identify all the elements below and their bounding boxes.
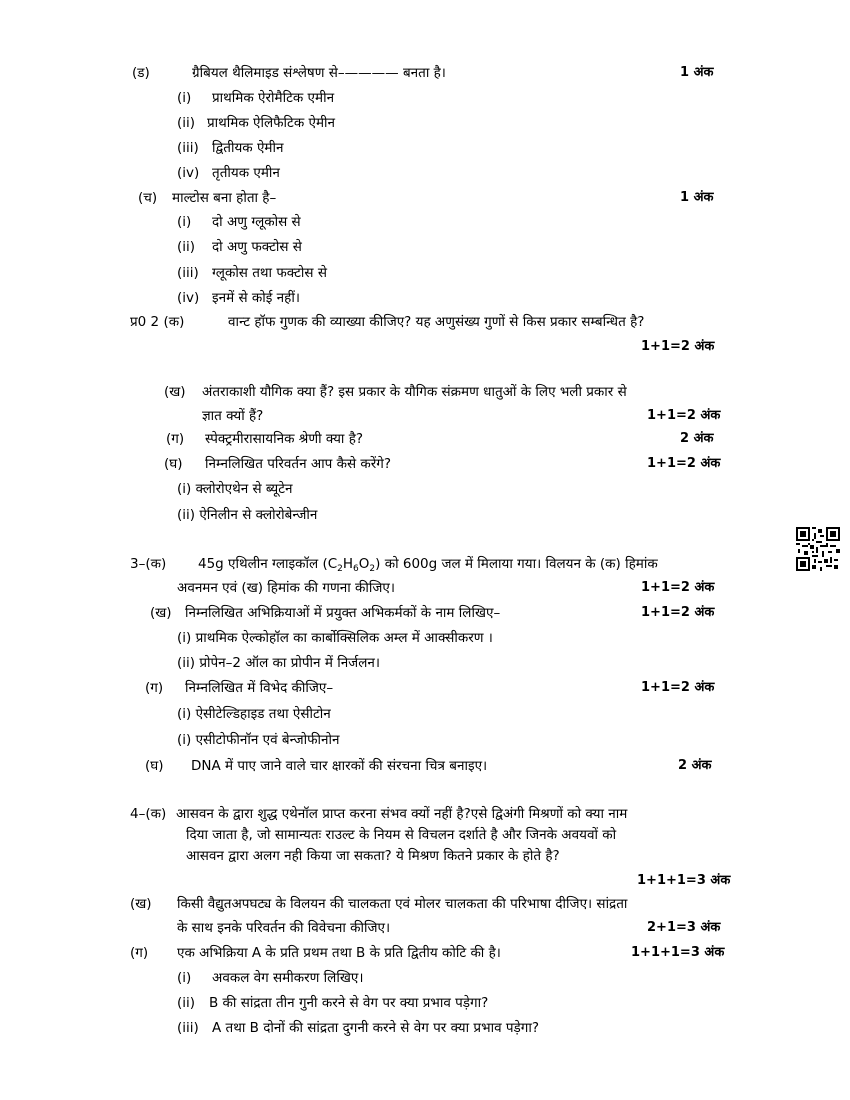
q3-g-item2: (i) एसीटोफीनॉन एवं बेन्जोफीनोन: [177, 732, 340, 748]
q1-d-opt3-num: (iii): [177, 140, 199, 156]
q2-g-marks: 2 अंक: [680, 431, 714, 446]
q1-ch-opt2-num: (ii): [177, 239, 196, 255]
q1-d-opt2-num: (ii): [177, 115, 196, 131]
q2-kh-marks: 1+1=2 अंक: [647, 408, 721, 423]
q2-gh-marks: 1+1=2 अंक: [647, 456, 721, 471]
q4-kh-label: (ख): [130, 896, 152, 912]
q1-d-opt4-text: तृतीयक एमीन: [212, 165, 280, 181]
q1-d-opt1-text: प्राथमिक ऐरोमैटिक एमीन: [212, 90, 335, 106]
q4-g-item3-text: A तथा B दोनों की सांद्रता दुगनी करने से वेग पर क्या प्रभाव पड़ेगा?: [212, 1020, 540, 1036]
q2-k-question: वान्ट हॉफ गुणक की व्याख्या कीजिए? यह अणुसंख्य गुणों से किस प्रकार सम्बन्धित है?: [228, 314, 645, 330]
q3-k-marks: 1+1=2 अंक: [641, 580, 715, 595]
q3-g-marks: 1+1=2 अंक: [641, 680, 715, 695]
q1-d-opt3-text: द्वितीयक ऐमीन: [212, 140, 284, 156]
q1-ch-opt4-num: (iv): [177, 290, 200, 306]
q1-ch-opt1-text: दो अणु ग्लूकोस से: [212, 214, 301, 230]
q3-k-line2: अवनमन एवं (ख) हिमांक की गणना कीजिए।: [177, 580, 395, 596]
q4-g-item1-text: अवकल वेग समीकरण लिखिए।: [212, 970, 364, 986]
q3-g-label: (ग): [145, 680, 164, 696]
q4-kh-marks: 2+1=3 अंक: [647, 920, 721, 935]
q1-d-label: (ड): [132, 65, 150, 81]
q3-kh-marks: 1+1=2 अंक: [641, 605, 715, 620]
q3-kh-item1: (i) प्राथमिक ऐल्कोहॉल का कार्बोक्सिलिक अम्ल में आक्सीकरण ।: [177, 630, 493, 646]
q1-ch-opt2-text: दो अणु फक्टोस से: [212, 239, 302, 255]
q4-g-item3-num: (iii): [177, 1020, 199, 1036]
q1-d-question: ग्रैबियल थैलिमाइड संश्लेषण से–———— बनता है।: [192, 65, 446, 81]
q4-g-item2-num: (ii): [177, 995, 196, 1011]
q1-d-marks: 1 अंक: [680, 65, 714, 80]
q3-g-item1: (i) ऐसीटेल्डिहाइड तथा ऐसीटोन: [177, 706, 331, 722]
q1-ch-question: माल्टोस बना होता है–: [172, 190, 277, 206]
q1-ch-marks: 1 अंक: [680, 190, 714, 205]
q3-gh-question: DNA में पाए जाने वाले चार क्षारकों की संरचना चित्र बनाइए।: [191, 758, 488, 774]
q3-kh-label: (ख): [150, 605, 172, 621]
q3-g-question: निम्नलिखित में विभेद कीजिए–: [185, 680, 334, 696]
q1-ch-label: (च): [138, 190, 158, 206]
q1-d-opt1-num: (i): [177, 90, 192, 106]
q4-g-marks: 1+1+1=3 अंक: [631, 945, 725, 960]
q2-g-label: (ग): [166, 431, 185, 447]
q4-k-line2: दिया जाता है, जो सामान्यतः राउल्ट के नियम से विचलन दर्शाते है और जिनके अवयवों को: [186, 827, 617, 843]
q4-g-question: एक अभिक्रिया A के प्रति प्रथम तथा B के प्रति द्वितीय कोटि की है।: [177, 945, 501, 961]
q4-kh-line1: किसी वैद्युतअपघट्य के विलयन की चालकता एवं मोलर चालकता की परिभाषा दीजिए। सांद्रता: [177, 896, 628, 912]
q1-ch-opt4-text: इनमें से कोई नहीं।: [212, 290, 300, 306]
q1-d-opt4-num: (iv): [177, 165, 200, 181]
q2-gh-question: निम्नलिखित परिवर्तन आप कैसे करेंगे?: [205, 456, 392, 472]
q4-k-line1: आसवन के द्वारा शुद्ध एथेनॉल प्राप्त करना संभव क्यों नहीं है?एसे द्विअंगी मिश्रणों को क्या नाम: [176, 806, 628, 822]
q4-k-line3: आसवन द्वारा अलग नही किया जा सकता? ये मिश्रण कितने प्रकार के होते है?: [186, 848, 560, 864]
q1-d-opt2-text: प्राथमिक ऐलिफैटिक ऐमीन: [207, 115, 336, 131]
q4-g-item1-num: (i): [177, 970, 192, 986]
q3-gh-label: (घ): [145, 758, 164, 774]
q2-kh-line1: अंतराकाशी यौगिक क्या हैं? इस प्रकार के यौगिक संक्रमण धातुओं के लिए भली प्रकार से: [202, 384, 627, 400]
q1-ch-opt3-text: ग्लूकोस तथा फक्टोस से: [212, 265, 327, 281]
q4-g-label: (ग): [130, 945, 149, 961]
q2-kh-line2: ज्ञात क्यों हैं?: [202, 408, 264, 424]
q1-ch-opt1-num: (i): [177, 214, 192, 230]
q4-kh-line2: के साथ इनके परिवर्तन की विवेचना कीजिए।: [177, 920, 391, 936]
q2-prefix: प्र0 2 (क): [130, 314, 185, 330]
q3-gh-marks: 2 अंक: [678, 758, 712, 773]
q3-kh-item2: (ii) प्रोपेन–2 ऑल का प्रोपीन में निर्जलन।: [177, 655, 380, 671]
q4-k-marks: 1+1+1=3 अंक: [637, 873, 731, 888]
q4-g-item2-text: B की सांद्रता तीन गुनी करने से वेग पर क्या प्रभाव पड़ेगा?: [209, 995, 489, 1011]
q2-gh-item2: (ii) ऐनिलीन से क्लोरोबेन्जीन: [177, 507, 318, 523]
q3-prefix: 3–(क): [130, 556, 167, 572]
q1-ch-opt3-num: (iii): [177, 265, 199, 281]
q2-gh-label: (घ): [164, 456, 183, 472]
q2-kh-label: (ख): [164, 384, 186, 400]
q2-g-question: स्पेक्ट्रमीरासायनिक श्रेणी क्या है?: [205, 431, 364, 447]
q2-k-marks: 1+1=2 अंक: [641, 339, 715, 354]
q3-kh-question: निम्नलिखित अभिक्रियाओं में प्रयुक्त अभिकर्मकों के नाम लिखिए–: [185, 605, 501, 621]
qr-code-icon: [796, 527, 840, 571]
q3-k-line1: 45g एथिलीन ग्लाइकॉल $(C_2H_6O_2)$ को 600g जल में मिलाया गया। विलयन के (क) हिमांक: [198, 556, 658, 574]
q2-gh-item1: (i) क्लोरोएथेन से ब्यूटेन: [177, 481, 293, 497]
q4-prefix: 4–(क): [130, 806, 167, 822]
